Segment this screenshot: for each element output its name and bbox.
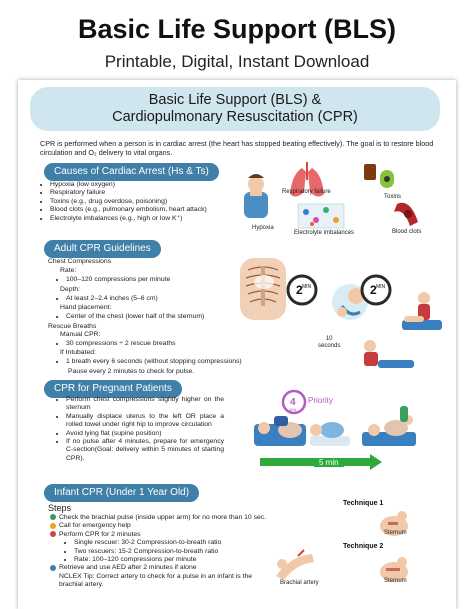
step-dot-icon xyxy=(50,514,56,520)
timer-icon xyxy=(288,276,316,304)
list-item: • 100–120 compressions per minute xyxy=(66,276,236,284)
manual-list xyxy=(56,340,256,348)
blood-clot-icon xyxy=(394,203,418,226)
depth-label: Depth: xyxy=(60,286,81,293)
ribcage-icon xyxy=(240,258,286,320)
timer2-number: 2 xyxy=(370,283,377,297)
seconds-label: 10 seconds xyxy=(318,336,341,349)
brachial-arm-icon xyxy=(276,550,314,580)
technique1-label: Technique 1 xyxy=(343,500,384,507)
sheet-header-line2: Cardiopulmonary Resuscitation (CPR) xyxy=(112,109,358,125)
steps-label: Steps xyxy=(48,503,72,513)
electrolyte-label: Electrolyte imbalances xyxy=(294,230,355,236)
intubated-label: If Intubated: xyxy=(60,349,96,356)
rate-label: Rate: xyxy=(60,267,77,274)
timer2-icon xyxy=(362,276,390,304)
c-section-icon xyxy=(362,406,416,446)
page-title: Basic Life Support (BLS) xyxy=(77,14,396,44)
list-item: • If no pulse after 4 minutes, prepare for emergency C-section(Goal: delivery within 5 minutes of starting CPR). xyxy=(66,438,224,463)
respiratory-label: Respiratory failure xyxy=(282,189,331,195)
pregnant-list xyxy=(56,396,224,463)
rescue-breaths-label: Rescue Breaths xyxy=(48,323,97,330)
causes-heading: Causes of Cardiac Arrest (Hs & Ts) xyxy=(44,163,219,181)
adult-heading: Adult CPR Guidelines xyxy=(44,240,161,258)
nclex-tip: NCLEX Tip: Correct artery to check for a pulse in an infant is the brachial artery. xyxy=(59,572,253,589)
list-item: • At least 2–2.4 inches (5–6 cm) xyxy=(66,295,236,303)
pregnant-heading: CPR for Pregnant Patients xyxy=(44,380,182,398)
page-subtitle: Printable, Digital, Instant Download xyxy=(104,52,370,71)
clots-label: Blood clots xyxy=(392,229,422,235)
list-item: • Single rescuer: 30-2 Compression-to-breath ratio xyxy=(74,539,350,547)
step-text: Perform CPR for 2 minutes xyxy=(59,530,141,538)
pregnant-patient-icon xyxy=(310,422,350,446)
list-item: • 1 breath every 6 seconds (without stopping compressions) xyxy=(66,358,296,366)
pause-text: Pause every 2 minutes to check for pulse. xyxy=(68,368,195,375)
hand-list xyxy=(56,313,256,321)
sternum2-label: Sternum xyxy=(384,578,407,584)
electrolyte-icon xyxy=(298,204,344,228)
list-item: • Avoid lying flat (supine position) xyxy=(66,430,224,438)
infant-heading: Infant CPR (Under 1 Year Old) xyxy=(44,484,199,502)
intro-text: CPR is performed when a person is in cardiac arrest (the heart has stopped beating effectively). The goal is to restore blood circulation and O₂ delivery to vital organs. xyxy=(40,139,434,157)
step-dot-icon xyxy=(50,523,56,529)
step-text: Check the brachial pulse (inside upper arm) for no more than 10 sec. xyxy=(59,514,267,521)
list-item: • Two rescuers: 15-2 Compression-to-breath ratio xyxy=(74,548,350,556)
list-item: • Perform chest compressions slightly higher on the sternum xyxy=(66,396,224,413)
toxins-label: Toxins xyxy=(384,194,402,200)
adult-cpr-illustrations xyxy=(238,256,448,371)
manual-label: Manual CPR: xyxy=(60,331,101,338)
hypoxia-person-icon xyxy=(244,174,268,218)
step-text: Retrieve and use AED after 2 minutes if alone xyxy=(59,564,197,572)
priority-number: 4 xyxy=(290,397,296,408)
depth-list xyxy=(56,295,236,303)
step-dot-icon xyxy=(50,565,56,571)
hypoxia-label: Hypoxia xyxy=(252,225,274,231)
step-dot-icon xyxy=(50,531,56,537)
timer1-number: 2 xyxy=(296,283,303,297)
chest-compressions-label: Chest Compressions xyxy=(48,258,112,265)
sheet-header-line1: Basic Life Support (BLS) & xyxy=(148,92,322,108)
priority-clock-icon xyxy=(283,391,305,413)
list-item: • Electrolyte imbalances (e.g., high or low K⁺) xyxy=(50,215,230,223)
list-item: • Hypoxia (low oxygen) xyxy=(50,181,230,189)
brachial-label: Brachial artery xyxy=(280,580,319,586)
list-item: • Manually displace uterus to the left OR place a rolled towel under right hip to improve circulation xyxy=(66,413,224,430)
list-item: • Rate: 100–120 compressions per minute xyxy=(74,556,350,564)
list-item: • Center of the chest (lower half of the sternum) xyxy=(66,313,256,321)
hand-label: Hand placement: xyxy=(60,304,112,311)
sternum1-label: Sternum xyxy=(384,530,407,536)
list-item: • Blood clots (e.g., pulmonary embolism, heart attack) xyxy=(50,206,230,214)
five-min-label: 5 min xyxy=(314,458,344,467)
list-item: • Toxins (e.g., drug overdose, poisoning) xyxy=(50,198,230,206)
priority-label: Priority xyxy=(308,396,333,405)
list-item: • Respiratory failure xyxy=(50,189,230,197)
causes-list xyxy=(40,181,230,223)
timer2-unit: MIN xyxy=(376,284,386,290)
timer1-unit: MIN xyxy=(302,284,312,290)
sheet-header xyxy=(30,87,440,131)
step-text: Call for emergency help xyxy=(59,522,131,530)
rate-list xyxy=(56,276,236,284)
uterus-displacement-icon xyxy=(254,416,306,446)
priority-unit: MIN xyxy=(289,407,297,412)
technique2-label: Technique 2 xyxy=(343,543,384,550)
list-item: • 30 compressions ÷ 2 rescue breaths xyxy=(66,340,256,348)
toxins-icon xyxy=(364,164,394,188)
